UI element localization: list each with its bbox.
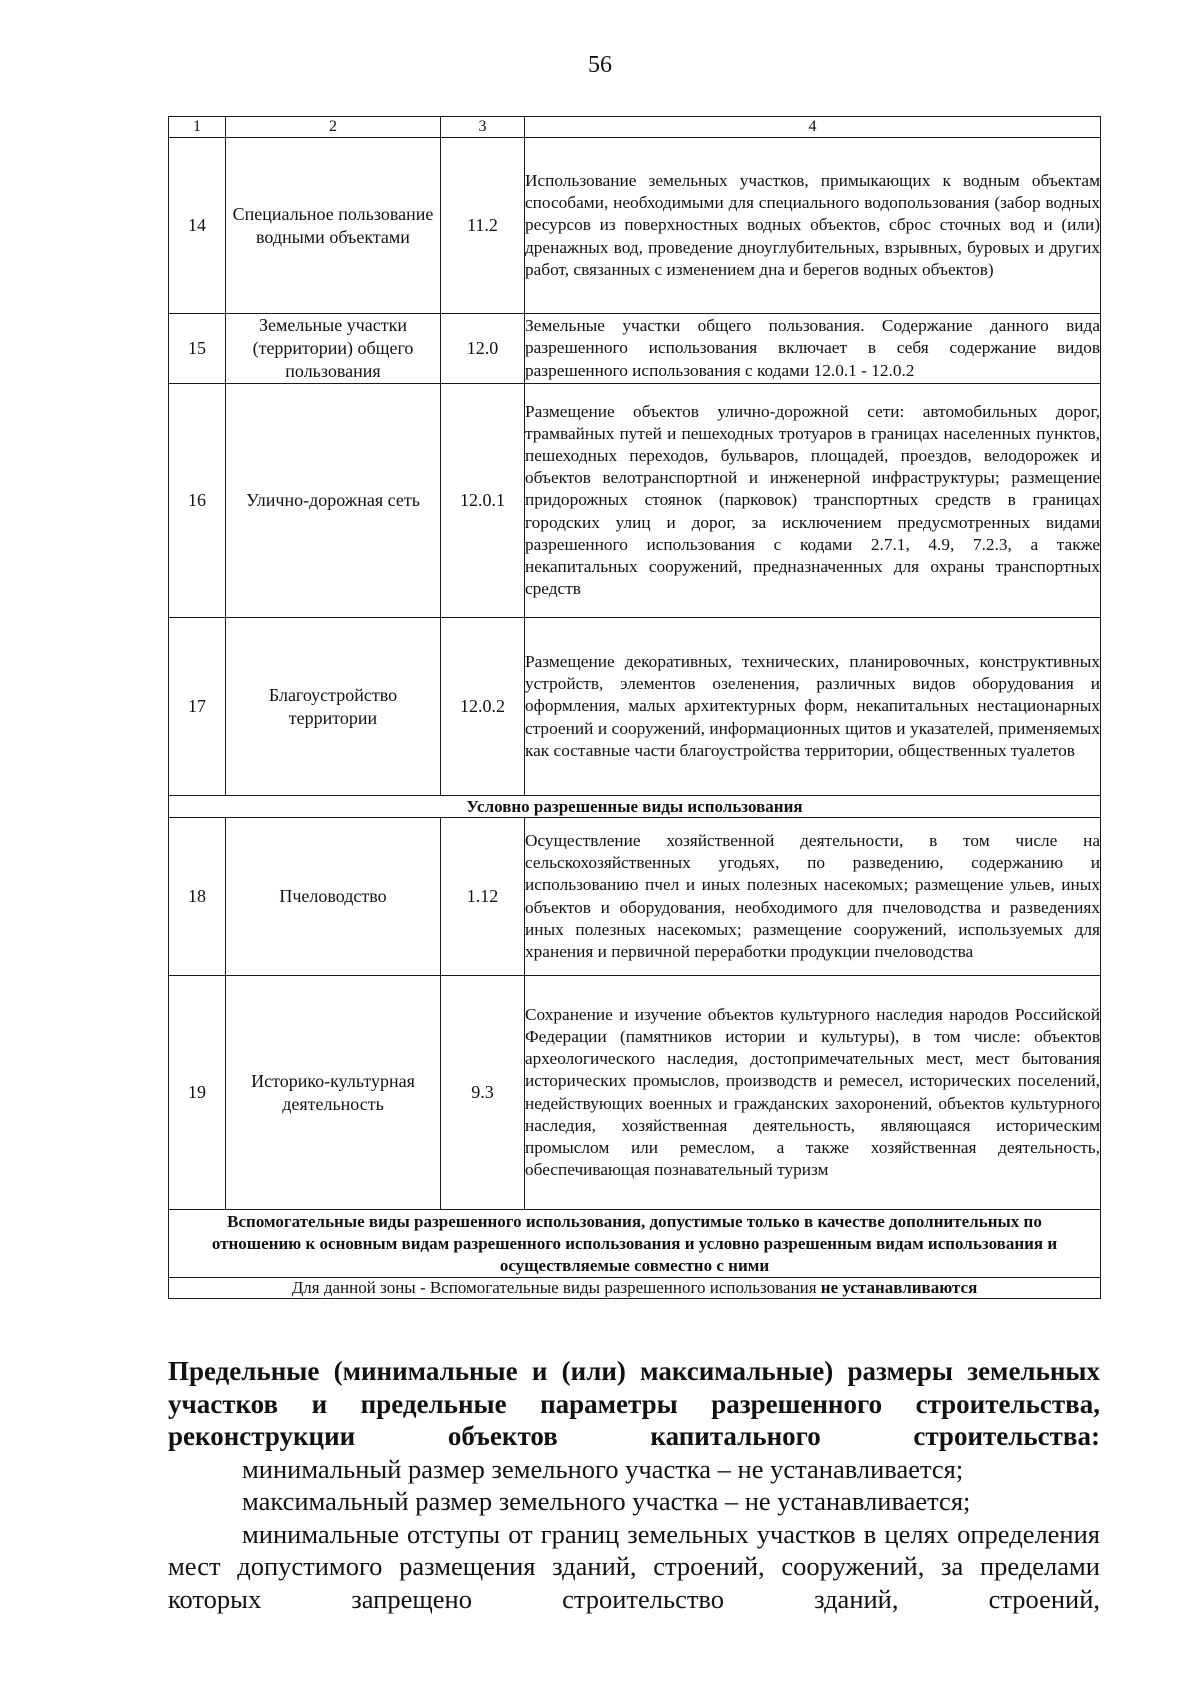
use-name: Земельные участки (территории) общего пользования — [226, 314, 441, 384]
section-row — [169, 1210, 1101, 1278]
page-number: 56 — [588, 52, 612, 78]
row-number: 18 — [169, 818, 226, 976]
note-prefix: Для данной зоны - Вспомогательные виды разрешенного использования — [291, 1278, 821, 1297]
row-number: 16 — [169, 384, 226, 618]
row-number: 14 — [169, 138, 226, 314]
auxiliary-note — [169, 1278, 1101, 1299]
section-title-auxiliary: Вспомогательные виды разрешенного использования, допустимые только в качестве дополнительных по отношению к основным видам разрешенного использования и условно разрешенным видам использования и осуществляемые совместно с ними — [169, 1210, 1101, 1278]
use-description: Размещение объектов улично-дорожной сети: автомобильных дорог, трамвайных путей и пешеходных тротуаров в границах населенных пунктов, пешеходных переходов, бульваров, площадей, проездов, велодорожек и объектов велотранспортной и инженерной инфраструктуры; размещение придорожных стоянок (парковок) транспортных средств в границах городских улиц и дорог, за исключением предусмотренных видами разрешенного использования с кодами 2.7.1, 4.9, 7.2.3, а также некапитальных сооружений, предназначенных для охраны транспортных средств — [525, 384, 1101, 618]
note-bold: не устанавливаются — [820, 1278, 978, 1297]
header-cell: 4 — [525, 117, 1101, 138]
use-name: Благоустройство территории — [226, 618, 441, 796]
use-name: Специальное пользование водными объектами — [226, 138, 441, 314]
land-use-table — [168, 116, 1101, 1299]
use-description: Осуществление хозяйственной деятельности, в том числе на сельскохозяйственных угодьях, по разведению, содержанию и использованию пчел и иных полезных насекомых; размещение ульев, иных объектов и оборудования, необходимого для пчеловодства и разведениях иных полезных насекомых; размещение сооружений, используемых для хранения и первичной переработки продукции пчеловодства — [525, 818, 1101, 976]
header-cell: 2 — [226, 117, 441, 138]
table-header-row — [169, 117, 1101, 138]
max-size-line: максимальный размер земельного участка – не устанавливается; — [242, 1486, 971, 1516]
section-title-conditional: Условно разрешенные виды использования — [169, 796, 1101, 818]
table-row — [169, 976, 1101, 1210]
use-code: 11.2 — [441, 138, 525, 314]
row-number: 17 — [169, 618, 226, 796]
table-row — [169, 618, 1101, 796]
table-row — [169, 138, 1101, 314]
parameters-text — [168, 1355, 1100, 1615]
use-code: 1.12 — [441, 818, 525, 976]
table-row — [169, 818, 1101, 976]
use-name: Пчеловодство — [226, 818, 441, 976]
min-size-line: минимальный размер земельного участка – не устанавливается; — [242, 1453, 964, 1484]
use-code: 12.0.1 — [441, 384, 525, 618]
use-code: 12.0.2 — [441, 618, 525, 796]
setbacks-line: минимальные отступы от границ земельных участков в целях определения мест допустимого размещения зданий, строений, сооружений, за пределами которых запрещено строительство зданий, строений, — [168, 1518, 1100, 1614]
use-name: Историко-культурная деятельность — [226, 976, 441, 1210]
note-row — [169, 1278, 1101, 1299]
section-row — [169, 796, 1101, 818]
use-description: Использование земельных участков, примыкающих к водным объектам способами, необходимыми для специального водопользования (забор водных ресурсов из поверхностных водных объектов, сброс сточных вод и (или) дренажных вод, проведение дноуглубительных, взрывных, буровых и других работ, связанных с изменением дна и берегов водных объектов) — [525, 138, 1101, 314]
row-number: 19 — [169, 976, 226, 1210]
use-code: 9.3 — [441, 976, 525, 1210]
header-cell: 3 — [441, 117, 525, 138]
table-row — [169, 314, 1101, 384]
table-row — [169, 384, 1101, 618]
use-name: Улично-дорожная сеть — [226, 384, 441, 618]
row-number: 15 — [169, 314, 226, 384]
use-code: 12.0 — [441, 314, 525, 384]
use-description: Земельные участки общего пользования. Содержание данного вида разрешенного использования включает в себя содержание видов разрешенного использования с кодами 12.0.1 - 12.0.2 — [525, 314, 1101, 384]
use-description: Сохранение и изучение объектов культурного наследия народов Российской Федерации (памятников истории и культуры), в том числе: объектов археологического наследия, достопримечательных мест, мест бытования исторических промыслов, производств и ремесел, исторических поселений, недействующих военных и гражданских захоронений, объектов культурного наследия, хозяйственная деятельность, являющаяся историческим промыслом или ремеслом, а также хозяйственная деятельность, обеспечивающая познавательный туризм — [525, 976, 1101, 1210]
use-description: Размещение декоративных, технических, планировочных, конструктивных устройств, элементов озеленения, различных видов оборудования и оформления, малых архитектурных форм, некапитальных нестационарных строений и сооружений, информационных щитов и указателей, применяемых как составные части благоустройства территории, общественных туалетов — [525, 618, 1101, 796]
header-cell: 1 — [169, 117, 226, 138]
parameters-heading: Предельные (минимальные и (или) максимальные) размеры земельных участков и предельные параметры разрешенного строительства, реконструкции объектов капитального строительства: — [168, 1356, 1100, 1451]
